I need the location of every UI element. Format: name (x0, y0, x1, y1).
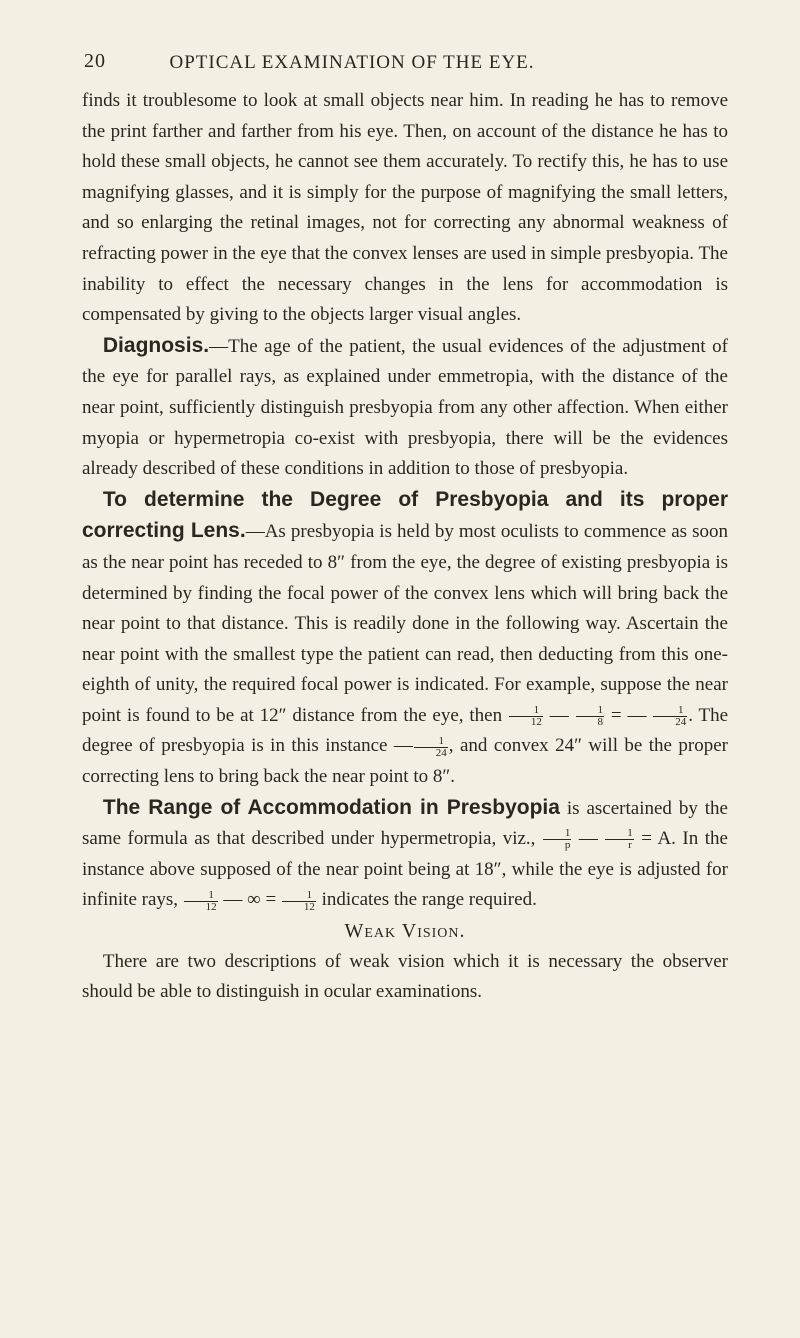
range-text-3: — ∞ = (223, 889, 277, 911)
range-text-1: is ascertained by the same formula as that described under hypermetropia, viz., (82, 797, 728, 850)
fraction-1-r: $\frac{1}{r}$ (605, 828, 633, 851)
range-text-2: = A. In the instance above supposed of the near point being at 18″, while the eye is adjusted for infinite rays, (82, 828, 728, 911)
paragraph-weak-vision: There are two descriptions of weak vision which it is necessary the observer should be able to distinguish in ocular examinations. (82, 950, 728, 1003)
degree-text-1: —As presbyopia is held by most oculists to commence as soon as the near point has receded to 8″ from the eye, the degree of existing presbyopia is determined by finding the focal power of the convex lens which will bring back the near point to that distance. This is readily done in the following way. Ascertain the near point with the smallest type the patient can read, then deducting from this one-eighth of unity, the required focal power is indicated. For example, suppose the near point is found to be at 12″ distance from the eye, then (82, 521, 728, 726)
section-title-weak-vision: Weak Vision. (344, 920, 466, 943)
fraction-1-12-b: $\frac{1}{12}$ (184, 890, 218, 913)
range-text-4: indicates the range required. (321, 889, 537, 911)
degree-heading: To determine the Degree of Presbyopia and its proper correcting Lens. (82, 487, 728, 543)
degree-text-2: The degree of presbyopia is in this instance — (82, 704, 729, 757)
running-head: OPTICAL EXAMINATION OF THE EYE. (169, 52, 535, 73)
range-heading: The Range of Accommodation in Presbyopia (102, 795, 560, 819)
page-body (82, 86, 728, 1008)
paragraph-presbyopia-cont: finds it troublesome to look at small objects near him. In reading he has to remove the print farther and farther from his eye. Then, on account of the distance he has to hold these small objects, he cannot see them accurately. To rectify this, he has to use magnifying glasses, and it is simply for the purpose of magnifying the small letters, and so enlarging the retinal images, not for correcting any abnormal weakness of refracting power in the eye that the convex lenses are used in simple presbyopia. The inability to effect the necessary changes in the lens for accommodation is compensated by giving to the objects larger visual angles. (82, 90, 728, 326)
degree-text-3: , and convex 24″ will be the proper correcting lens to bring back the near point to 8″. (82, 735, 728, 788)
fraction-1-p: $\frac{1}{p}$ (543, 828, 571, 851)
paragraph-range: The Range of Accommodation in Presbyopia is ascertained by the same formula as that described under hypermetropia, viz., $\frac{1}{p}$ — $\frac{1}{r}$ = A. In the instance above supposed of the near point being at 18″, while the eye is adjusted for infinite rays, $\frac{1}{12}$ — ∞ = $\frac{1}{12}$ indicates the range required. (82, 795, 728, 913)
paragraph-degree: To determine the Degree of Presbyopia and its proper correcting Lens.—As presbyopia is held by most oculists to commence as soon as the near point has receded to 8″ from the eye, the degree of existing presbyopia is determined by finding the focal power of the convex lens which will bring back the near point to that distance. This is readily done in the following way. Ascertain the near point with the smallest type the patient can read, then deducting from this one-eighth of unity, the required focal power is indicated. For example, suppose the near point is found to be at 12″ distance from the eye, then $\frac{1}{12}$ — $\frac{1}{8}$ = — $\frac{1}{24}$ . The degree of presbyopia is in this instance — $\frac{1}{24}$ , and convex 24″ will be the proper correcting lens to bring back the near point to 8″. (82, 487, 729, 788)
page-number: 20 (84, 50, 106, 72)
page-header (84, 50, 620, 80)
fraction-1-24-b: $\frac{1}{24}$ (414, 736, 448, 759)
fraction-1-24: $\frac{1}{24}$ (653, 705, 687, 728)
fraction-1-8: $\frac{1}{8}$ (576, 705, 604, 728)
paragraph-diagnosis (82, 331, 728, 485)
diagnosis-text: —The age of the patient, the usual evidences of the adjustment of the eye for parallel rays, as explained under emmetropia, with the distance of the near point, sufficiently distinguish presbyopia from any other affection. When either myopia or hypermetropia co-exist with presbyopia, there will be the evidences already described of these conditions in addition to those of presbyopia. (82, 335, 728, 480)
fraction-1-12-c: $\frac{1}{12}$ (282, 890, 316, 913)
diagnosis-heading: Diagnosis. (102, 333, 210, 357)
fraction-1-12: $\frac{1}{12}$ (509, 705, 543, 728)
